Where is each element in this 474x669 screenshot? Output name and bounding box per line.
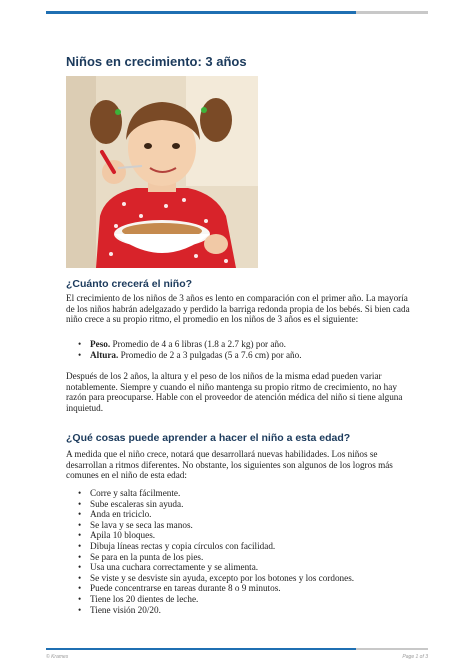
list-item-text: Tiene los 20 dientes de leche.: [90, 593, 199, 604]
header-rule: [46, 11, 428, 14]
list-item-text: Usa una cuchara correctamente y se alimenta.: [90, 562, 259, 573]
list-item: [78, 488, 418, 499]
list-item: [78, 562, 418, 573]
list-item-term: Peso.: [90, 339, 111, 349]
list-item: [78, 605, 418, 616]
list-item-text: Se lava y se seca las manos.: [90, 519, 193, 530]
photo-illustration: [66, 76, 258, 268]
bullet-icon: •: [78, 339, 82, 349]
skills-intro-paragraph: A medida que el niño crece, notará que desarrollará nuevas habilidades. Los niños se desarrollan a ritmos diferentes. No obstante, los siguientes son algunos de los logros más comunes en el niño de esta edad:: [66, 449, 393, 481]
list-item-text: Se viste y se desviste sin ayuda, excepto por los botones y los cordones.: [90, 572, 355, 583]
list-item: [78, 573, 418, 584]
list-item-text: Corre y salta fácilmente.: [90, 488, 181, 498]
header-rule-gray: [356, 11, 428, 14]
list-item: [78, 339, 418, 350]
footer-copyright: © Krames: [46, 654, 69, 660]
list-item: [78, 530, 418, 541]
list-item: [78, 552, 418, 563]
footer-rule: [46, 648, 428, 650]
list-item-text: Se para en la punta de los pies.: [90, 551, 204, 562]
list-item: [78, 583, 418, 594]
bullet-icon: •: [78, 540, 82, 551]
growth-stats-list: [78, 339, 418, 360]
list-item-text: Apila 10 bloques.: [90, 530, 156, 541]
list-item-text: Sube escaleras sin ayuda.: [90, 498, 184, 509]
bullet-icon: •: [78, 509, 82, 520]
list-item: [78, 520, 418, 531]
footer-rule-accent: [46, 648, 356, 650]
bullet-icon: •: [78, 604, 82, 615]
bullet-icon: •: [78, 349, 82, 360]
list-item: [78, 499, 418, 510]
bullet-icon: •: [78, 583, 82, 594]
section-heading-growth: ¿Cuánto crecerá el niño?: [66, 278, 193, 290]
bullet-icon: •: [78, 572, 82, 583]
footer-rule-gray: [356, 648, 428, 650]
list-item: [78, 509, 418, 520]
growth-intro-paragraph: El crecimiento de los niños de 3 años es lento en comparación con el primer año. La mayoría de los niños habrán adelgazado y perdido la barriga redonda propia de los bebés. Si bien cada niño crece a su propio ritmo, el promedio en los niños de 3 años es el siguiente:: [66, 293, 410, 325]
skills-list: [78, 488, 418, 615]
list-item-text: Dibuja líneas rectas y copia círculos con facilidad.: [90, 540, 276, 551]
list-item: [78, 350, 418, 361]
growth-closing-paragraph: Después de los 2 años, la altura y el peso de los niños de la misma edad pueden variar notablemente. Siempre y cuando el niño mantenga su propio ritmo de crecimiento, no hay razón para preocuparse. Hable con el proveedor de atención médica del niño si tiene alguna inquietud.: [66, 371, 403, 413]
bullet-icon: •: [78, 519, 82, 530]
bullet-icon: •: [78, 498, 82, 509]
list-item-text: Puede concentrarse en tareas durante 8 o 9 minutos.: [90, 583, 281, 594]
child-eating-photo: [66, 76, 258, 268]
bullet-icon: •: [78, 551, 82, 562]
list-item-term: Altura.: [90, 349, 119, 360]
bullet-icon: •: [78, 593, 82, 604]
list-item-text: Promedio de 4 a 6 libras (1.8 a 2.7 kg) por año.: [110, 339, 286, 349]
header-rule-accent: [46, 11, 356, 14]
list-item: [78, 541, 418, 552]
section-heading-skills: ¿Qué cosas puede aprender a hacer el niño a esta edad?: [66, 432, 351, 444]
footer-page-number: Page 1 of 3: [402, 654, 428, 660]
bullet-icon: •: [78, 530, 82, 541]
list-item-text: Tiene visión 20/20.: [90, 604, 161, 615]
list-item-text: Promedio de 2 a 3 pulgadas (5 a 7.6 cm) por año.: [118, 349, 302, 360]
page-title: Niños en crecimiento: 3 años: [66, 54, 247, 69]
list-item: [78, 594, 418, 605]
bullet-icon: •: [78, 488, 82, 498]
list-item-text: Anda en triciclo.: [90, 509, 152, 520]
bullet-icon: •: [78, 562, 82, 573]
